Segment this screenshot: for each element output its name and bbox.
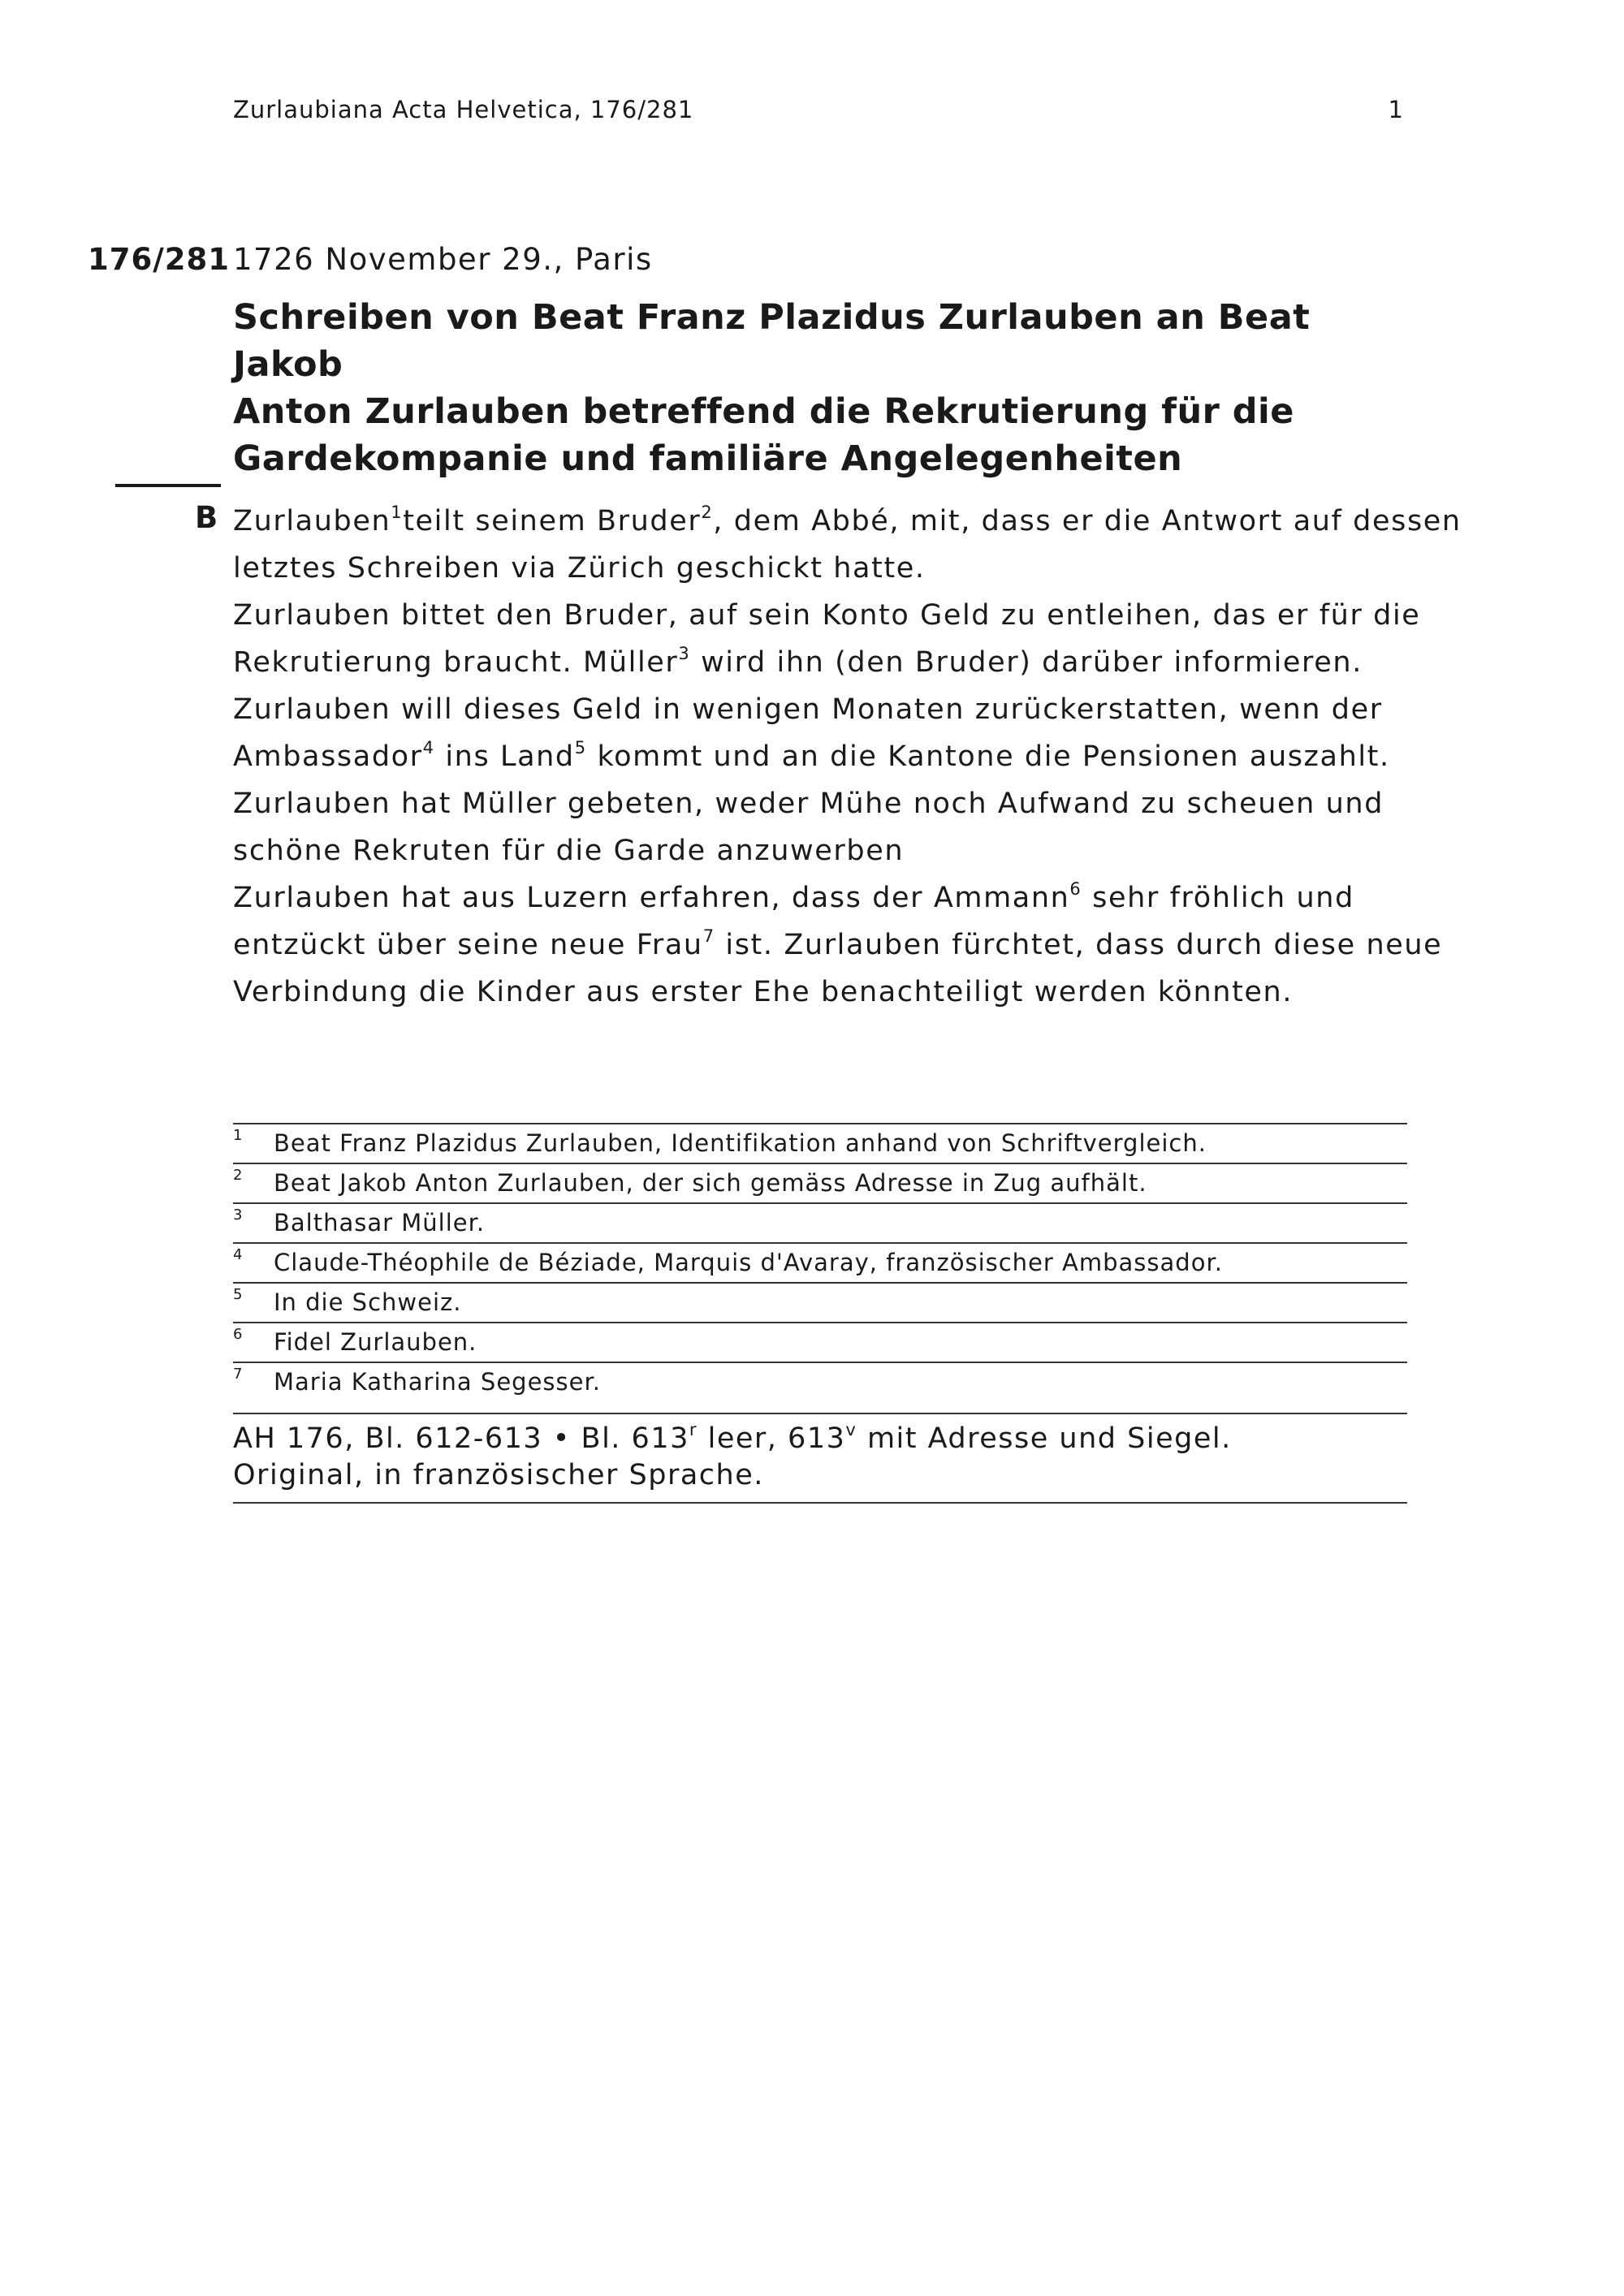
- footnote-row: [233, 1322, 1407, 1362]
- text-run: sehr fröhlich und: [1082, 882, 1354, 914]
- entry-number: 176/281: [88, 242, 230, 277]
- body-line: [233, 874, 1419, 921]
- text-run: letztes Schreiben via Zürich geschickt hatte.: [233, 552, 926, 585]
- text-run: ins Land: [434, 740, 575, 773]
- footnote-row: [233, 1123, 1407, 1163]
- source-reference: [233, 1413, 1407, 1504]
- footnote-ref: 6: [1069, 879, 1082, 900]
- text-run: kommt und an die Kantone die Pensionen auszahlt.: [586, 740, 1390, 773]
- footnote-number: 6: [233, 1326, 244, 1343]
- entry-title: [233, 294, 1313, 482]
- entry-title-line: Anton Zurlauben betreffend die Rekrutierung für die: [233, 391, 1294, 432]
- body-line: [233, 780, 1419, 827]
- section-letter: B: [195, 500, 218, 535]
- body-line: [233, 592, 1419, 639]
- footnote-number: 5: [233, 1286, 244, 1303]
- footnote-ref: 4: [422, 738, 435, 758]
- footnote-text: Claude-Théophile de Béziade, Marquis d'Avaray, französischer Ambassador.: [274, 1249, 1223, 1276]
- body-line: [233, 921, 1443, 969]
- entry-date-place: 1726 November 29., Paris: [233, 242, 653, 277]
- text-run: wird ihn (den Bruder) darüber informieren.: [690, 646, 1363, 679]
- text-run: Zurlauben bittet den Bruder, auf sein Konto Geld zu entleihen, das er für die: [233, 599, 1421, 632]
- body-line: [233, 639, 1419, 686]
- footnote-number: 1: [233, 1127, 244, 1144]
- body-line: [233, 827, 1419, 874]
- body-line: [233, 545, 1419, 592]
- text-run: entzückt über seine neue Frau: [233, 929, 703, 961]
- section-rule: [115, 484, 221, 487]
- body-line: [233, 733, 1419, 780]
- text-run: teilt seinem Bruder: [403, 505, 702, 537]
- footnote-row: [233, 1163, 1407, 1202]
- text-run: mit Adresse und Siegel.: [857, 1422, 1232, 1455]
- footnote-number: 7: [233, 1366, 244, 1383]
- footnote-text: Beat Jakob Anton Zurlauben, der sich gemäss Adresse in Zug aufhält.: [274, 1169, 1147, 1197]
- footnote-ref: 2: [701, 503, 714, 523]
- body-line: [233, 686, 1419, 733]
- footnote-ref: 1: [391, 503, 404, 523]
- footnotes: [233, 1123, 1407, 1401]
- footnote-ref: r: [689, 1420, 698, 1440]
- entry-title-line: Gardekompanie und familiäre Angelegenheiten: [233, 438, 1183, 479]
- footnote-text: Balthasar Müller.: [274, 1209, 486, 1236]
- summary-body: [233, 498, 1462, 1016]
- page-number: 1: [1388, 96, 1403, 123]
- footnote-number: 4: [233, 1246, 244, 1263]
- text-run: leer, 613: [698, 1422, 846, 1455]
- text-run: Ambassador: [233, 740, 423, 773]
- text-run: , dem Abbé, mit, dass er die Antwort auf dessen: [713, 505, 1462, 537]
- text-run: schöne Rekruten für die Garde anzuwerben: [233, 835, 905, 867]
- source-line: [233, 1421, 1407, 1457]
- footnote-number: 2: [233, 1167, 244, 1184]
- source-line: Original, in französischer Sprache.: [233, 1459, 764, 1491]
- text-run: Zurlauben: [233, 505, 391, 537]
- footnote-text: Fidel Zurlauben.: [274, 1328, 477, 1356]
- footnote-number: 3: [233, 1206, 244, 1224]
- footnote-row: [233, 1242, 1407, 1282]
- text-run: ist. Zurlauben fürchtet, dass durch diese neue: [715, 929, 1443, 961]
- footnote-text: Maria Katharina Segesser.: [274, 1368, 601, 1396]
- footnote-row: [233, 1202, 1407, 1242]
- text-run: Zurlauben hat Müller gebeten, weder Mühe noch Aufwand zu scheuen und: [233, 788, 1384, 820]
- body-line: [233, 969, 1419, 1016]
- body-line: [233, 498, 1462, 545]
- footnote-text: Beat Franz Plazidus Zurlauben, Identifikation anhand von Schriftvergleich.: [274, 1129, 1207, 1157]
- footnote-ref: 3: [678, 644, 691, 664]
- footnote-ref: 5: [574, 738, 587, 758]
- footnote-ref: v: [845, 1420, 857, 1440]
- text-run: Rekrutierung braucht. Müller: [233, 646, 679, 679]
- text-run: AH 176, Bl. 612-613 • Bl. 613: [233, 1422, 689, 1455]
- entry-title-line: Schreiben von Beat Franz Plazidus Zurlauben an Beat Jakob: [233, 297, 1311, 385]
- footnote-row: [233, 1362, 1407, 1401]
- text-run: Zurlauben hat aus Luzern erfahren, dass der Ammann: [233, 882, 1070, 914]
- text-run: Zurlauben will dieses Geld in wenigen Monaten zurückerstatten, wenn der: [233, 693, 1383, 726]
- footnote-text: In die Schweiz.: [274, 1288, 462, 1316]
- footnote-row: [233, 1282, 1407, 1322]
- text-run: Verbindung die Kinder aus erster Ehe benachteiligt werden könnten.: [233, 976, 1294, 1008]
- running-head: Zurlaubiana Acta Helvetica, 176/281: [233, 96, 694, 123]
- footnote-ref: 7: [702, 926, 715, 947]
